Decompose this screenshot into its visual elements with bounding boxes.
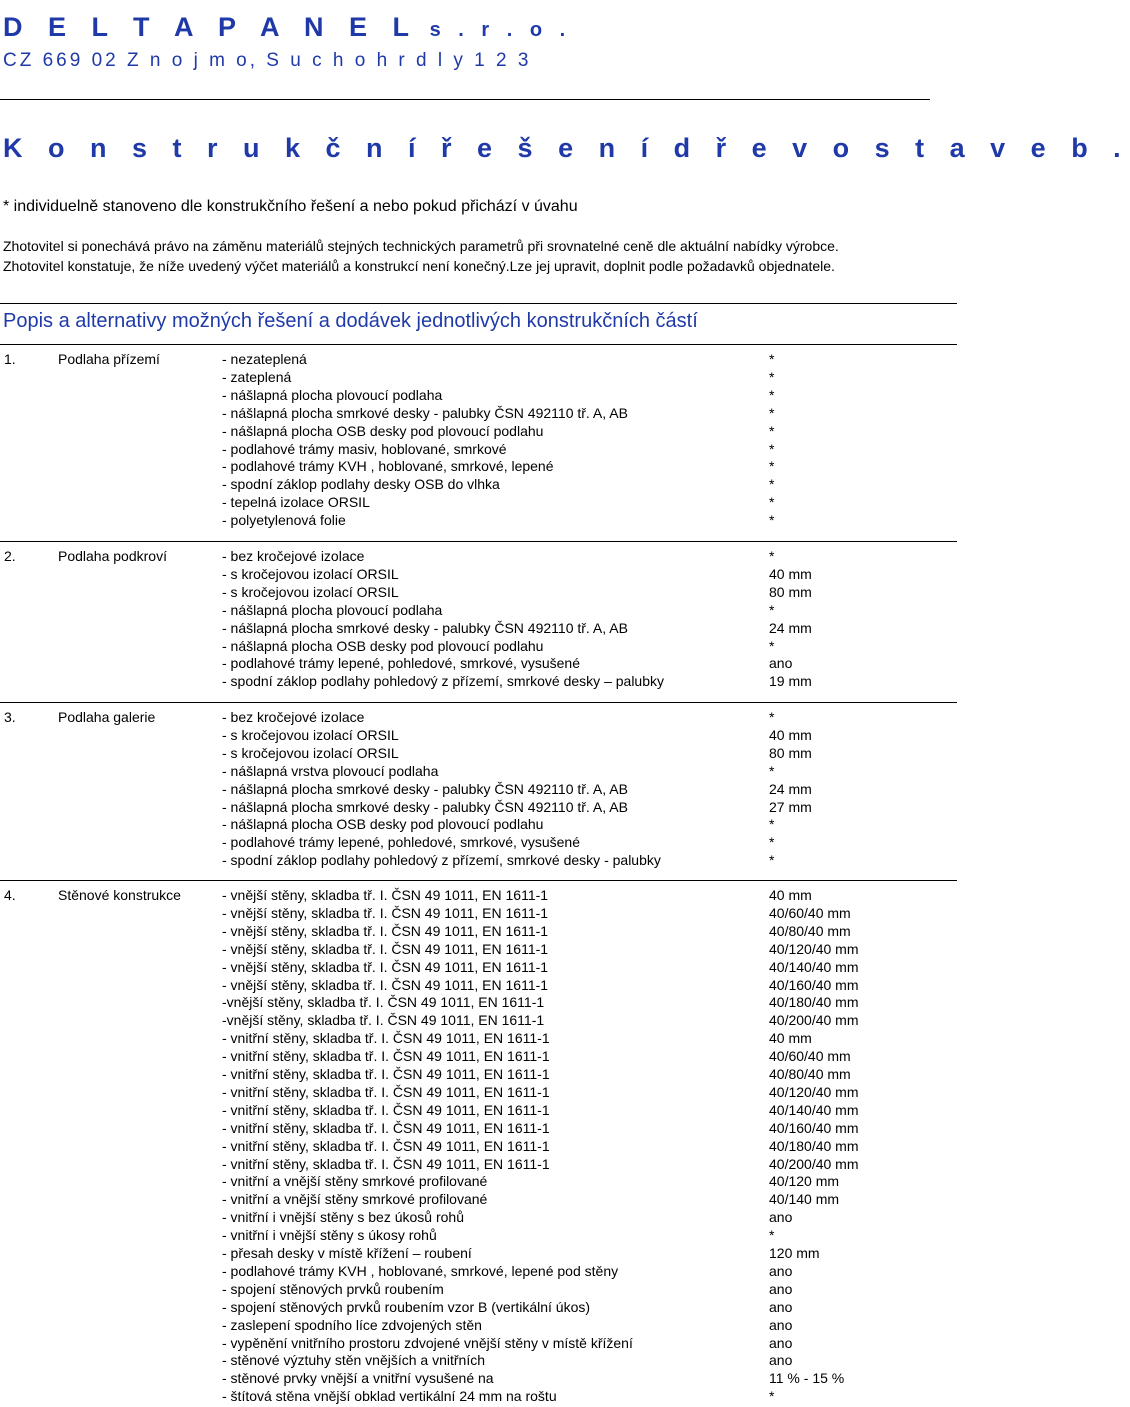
spec-value: 40/60/40 mm bbox=[769, 904, 851, 921]
spec-value: * bbox=[769, 386, 775, 403]
spec-description: - nášlapná vrstva plovoucí podlaha bbox=[222, 762, 439, 779]
spec-value: ano bbox=[769, 655, 793, 672]
spec-row bbox=[0, 1156, 960, 1174]
spec-value: ano bbox=[769, 1298, 793, 1315]
section-name: Podlaha přízemí bbox=[58, 351, 160, 367]
spec-description: - nášlapná plocha smrkové desky - palubky ČSN 492110 tř. A, AB bbox=[222, 619, 628, 636]
spec-value: ano bbox=[769, 1280, 793, 1297]
spec-row bbox=[0, 816, 960, 834]
spec-description: - bez kročejové izolace bbox=[222, 709, 365, 725]
spec-value: * bbox=[769, 458, 775, 475]
spec-description: - podlahové trámy KVH , hoblované, smrkové, lepené bbox=[222, 458, 554, 475]
spec-row bbox=[0, 1281, 960, 1299]
spec-description: - nášlapná plocha OSB desky pod plovoucí podlahu bbox=[222, 422, 544, 439]
spec-description: -vnější stěny, skladba tř. I. ČSN 49 1011, EN 1611-1 bbox=[222, 994, 545, 1011]
spec-row bbox=[0, 566, 960, 584]
section-number: 3. bbox=[4, 709, 16, 725]
spec-description: - polyetylenová folie bbox=[222, 512, 346, 529]
spec-value: 40/180/40 mm bbox=[769, 994, 859, 1011]
spec-value: 19 mm bbox=[769, 673, 812, 690]
spec-description: - vnitřní i vnější stěny s úkosy rohů bbox=[222, 1227, 437, 1244]
spec-row bbox=[0, 1388, 960, 1406]
spec-value: 40/80/40 mm bbox=[769, 922, 851, 939]
spec-row bbox=[0, 441, 960, 459]
section-name: Stěnové konstrukce bbox=[58, 887, 181, 903]
spec-description: - spodní záklop podlahy pohledový z přízemí, smrkové desky – palubky bbox=[222, 673, 665, 690]
spec-description: - vnitřní stěny, skladba tř. I. ČSN 49 1011, EN 1611-1 bbox=[222, 1101, 550, 1118]
spec-value: 40/140/40 mm bbox=[769, 958, 859, 975]
spec-row bbox=[0, 1370, 960, 1388]
spec-row bbox=[0, 1012, 960, 1030]
spec-value: * bbox=[769, 512, 775, 529]
spec-description: - podlahové trámy KVH , hoblované, smrkové, lepené pod stěny bbox=[222, 1262, 619, 1279]
spec-value: * bbox=[769, 709, 775, 725]
spec-row bbox=[0, 584, 960, 602]
spec-row bbox=[0, 405, 960, 423]
company-suffix: s . r . o . bbox=[418, 19, 572, 41]
spec-value: * bbox=[769, 816, 775, 833]
spec-description: - vnější stěny, skladba tř. I. ČSN 49 1011, EN 1611-1 bbox=[222, 976, 549, 993]
spec-row bbox=[0, 638, 960, 656]
spec-row bbox=[0, 351, 960, 369]
company-address: CZ 669 02 Z n o j m o, S u c h o h r d l y 1 2 3 bbox=[3, 50, 532, 71]
spec-row bbox=[0, 512, 960, 530]
spec-description: - spodní záklop podlahy desky OSB do vlhka bbox=[222, 476, 500, 493]
spec-description: - vnitřní i vnější stěny s bez úkosů rohů bbox=[222, 1209, 464, 1226]
spec-value: 40/200/40 mm bbox=[769, 1012, 859, 1029]
spec-row bbox=[0, 887, 960, 905]
spec-value: 40/60/40 mm bbox=[769, 1048, 851, 1065]
spec-value: ano bbox=[769, 1262, 793, 1279]
spec-value: * bbox=[769, 601, 775, 618]
asterisk-note: * individuelně stanoveno dle konstrukčního řešení a nebo pokud přichází v úvahu bbox=[3, 198, 578, 215]
spec-description: - spojení stěnových prvků roubením vzor B (vertikální úkos) bbox=[222, 1298, 591, 1315]
spec-value: * bbox=[769, 351, 775, 367]
spec-row bbox=[0, 620, 960, 638]
spec-description: - bez kročejové izolace bbox=[222, 548, 365, 564]
spec-row bbox=[0, 727, 960, 745]
spec-description: - vnější stěny, skladba tř. I. ČSN 49 1011, EN 1611-1 bbox=[222, 940, 549, 957]
spec-value: * bbox=[769, 404, 775, 421]
spec-value: * bbox=[769, 762, 775, 779]
spec-value: 40/120/40 mm bbox=[769, 1083, 859, 1100]
spec-description: - nášlapná plocha smrkové desky - palubky ČSN 492110 tř. A, AB bbox=[222, 798, 628, 815]
spec-row bbox=[0, 1245, 960, 1263]
spec-row bbox=[0, 852, 960, 870]
section-number: 1. bbox=[4, 351, 16, 367]
spec-description: -vnější stěny, skladba tř. I. ČSN 49 1011, EN 1611-1 bbox=[222, 1012, 545, 1029]
spec-description: - zateplená bbox=[222, 368, 292, 385]
spec-row bbox=[0, 1066, 960, 1084]
spec-description: - stěnové prvky vnější a vnitřní vysušené na bbox=[222, 1370, 494, 1387]
document-subtitle: K o n s t r u k č n í ř e š e n í d ř e v o s t a v e b . bbox=[3, 133, 1130, 163]
spec-value: 40/140/40 mm bbox=[769, 1101, 859, 1118]
spec-row bbox=[0, 763, 960, 781]
spec-value: * bbox=[769, 494, 775, 511]
spec-description: - s kročejovou izolací ORSIL bbox=[222, 726, 399, 743]
section-title-rule-top bbox=[0, 303, 957, 304]
spec-row bbox=[0, 905, 960, 923]
spec-description: - nášlapná plocha plovoucí podlaha bbox=[222, 386, 443, 403]
spec-row bbox=[0, 1173, 960, 1191]
spec-row bbox=[0, 458, 960, 476]
spec-value: * bbox=[769, 637, 775, 654]
spec-value: 11 % - 15 % bbox=[769, 1370, 845, 1387]
spec-row bbox=[0, 834, 960, 852]
company-name bbox=[3, 12, 571, 43]
spec-value: * bbox=[769, 1388, 775, 1405]
spec-row bbox=[0, 1317, 960, 1335]
spec-value: * bbox=[769, 476, 775, 493]
spec-value: * bbox=[769, 1227, 775, 1244]
company-name-text: D E L T A P A N E L bbox=[3, 12, 419, 42]
spec-value: 40 mm bbox=[769, 726, 812, 743]
spec-value: * bbox=[769, 440, 775, 457]
spec-row bbox=[0, 655, 960, 673]
spec-description: - vnitřní stěny, skladba tř. I. ČSN 49 1011, EN 1611-1 bbox=[222, 1083, 550, 1100]
spec-row bbox=[0, 709, 960, 727]
spec-value: 40/160/40 mm bbox=[769, 1119, 859, 1136]
spec-description: - vnitřní stěny, skladba tř. I. ČSN 49 1011, EN 1611-1 bbox=[222, 1137, 550, 1154]
spec-row bbox=[0, 1352, 960, 1370]
spec-row bbox=[0, 1102, 960, 1120]
disclaimer-line-2: Zhotovitel konstatuje, že níže uvedený výčet materiálů a konstrukcí není konečný.Lze jej upravit, doplnit podle požadavků objednatele. bbox=[3, 258, 835, 274]
spec-description: - nášlapná plocha OSB desky pod plovoucí podlahu bbox=[222, 637, 544, 654]
spec-row bbox=[0, 548, 960, 566]
spec-value: 40 mm bbox=[769, 565, 812, 582]
spec-value: 40 mm bbox=[769, 1030, 812, 1047]
spec-value: 40/180/40 mm bbox=[769, 1137, 859, 1154]
spec-value: * bbox=[769, 368, 775, 385]
section-name: Podlaha podkroví bbox=[58, 548, 167, 564]
spec-row bbox=[0, 602, 960, 620]
spec-description: - vnitřní a vnější stěny smrkové profilované bbox=[222, 1191, 488, 1208]
spec-row bbox=[0, 781, 960, 799]
spec-description: - vnitřní a vnější stěny smrkové profilované bbox=[222, 1173, 488, 1190]
spec-row bbox=[0, 1263, 960, 1281]
section-divider bbox=[0, 541, 957, 542]
spec-row bbox=[0, 1227, 960, 1245]
header-divider bbox=[0, 99, 930, 100]
section-title: Popis a alternativy možných řešení a dodávek jednotlivých konstrukčních částí bbox=[3, 310, 698, 332]
spec-value: 27 mm bbox=[769, 798, 812, 815]
spec-description: - štítová stěna vnější obklad vertikální 24 mm na roštu bbox=[222, 1388, 557, 1405]
spec-description: - vnitřní stěny, skladba tř. I. ČSN 49 1011, EN 1611-1 bbox=[222, 1155, 550, 1172]
spec-description: - spojení stěnových prvků roubením bbox=[222, 1280, 444, 1297]
spec-value: 40/120/40 mm bbox=[769, 940, 859, 957]
spec-row bbox=[0, 1120, 960, 1138]
spec-row bbox=[0, 799, 960, 817]
spec-description: - podlahové trámy masiv, hoblované, smrkové bbox=[222, 440, 507, 457]
spec-value: 40/160/40 mm bbox=[769, 976, 859, 993]
spec-row bbox=[0, 977, 960, 995]
spec-row bbox=[0, 1138, 960, 1156]
spec-description: - tepelná izolace ORSIL bbox=[222, 494, 370, 511]
spec-description: - nezateplená bbox=[222, 351, 307, 367]
spec-row bbox=[0, 1048, 960, 1066]
spec-value: 40/140 mm bbox=[769, 1191, 840, 1208]
spec-value: * bbox=[769, 834, 775, 851]
spec-value: 40 mm bbox=[769, 887, 812, 903]
spec-description: - zaslepení spodního líce zdvojených stěn bbox=[222, 1316, 482, 1333]
section-number: 2. bbox=[4, 548, 16, 564]
spec-value: 24 mm bbox=[769, 619, 812, 636]
spec-description: - vnější stěny, skladba tř. I. ČSN 49 1011, EN 1611-1 bbox=[222, 887, 549, 903]
spec-description: - vnitřní stěny, skladba tř. I. ČSN 49 1011, EN 1611-1 bbox=[222, 1066, 550, 1082]
section-divider bbox=[0, 344, 957, 345]
disclaimer-line-1: Zhotovitel si ponechává právo na záměnu materiálů stejných technických parametrů při srovnatelné ceně dle aktuální nabídky výrobce. bbox=[3, 238, 839, 254]
spec-value: 80 mm bbox=[769, 744, 812, 761]
spec-row bbox=[0, 1209, 960, 1227]
spec-value: ano bbox=[769, 1316, 793, 1333]
spec-description: - s kročejovou izolací ORSIL bbox=[222, 565, 399, 582]
spec-description: - s kročejovou izolací ORSIL bbox=[222, 583, 399, 600]
spec-value: 80 mm bbox=[769, 583, 812, 600]
spec-description: - podlahové trámy lepené, pohledové, smrkové, vysušené bbox=[222, 834, 580, 851]
spec-description: - nášlapná plocha smrkové desky - palubky ČSN 492110 tř. A, AB bbox=[222, 404, 628, 421]
spec-description: - podlahové trámy lepené, pohledové, smrkové, vysušené bbox=[222, 655, 580, 672]
spec-row bbox=[0, 673, 960, 691]
spec-description: - vnitřní stěny, skladba tř. I. ČSN 49 1011, EN 1611-1 bbox=[222, 1119, 550, 1136]
spec-row bbox=[0, 387, 960, 405]
section-number: 4. bbox=[4, 887, 16, 903]
spec-value: ano bbox=[769, 1334, 793, 1351]
spec-row bbox=[0, 941, 960, 959]
spec-value: * bbox=[769, 422, 775, 439]
spec-row bbox=[0, 1335, 960, 1353]
spec-description: - spodní záklop podlahy pohledový z přízemí, smrkové desky - palubky bbox=[222, 852, 661, 869]
spec-value: * bbox=[769, 548, 775, 564]
spec-row bbox=[0, 959, 960, 977]
spec-row bbox=[0, 476, 960, 494]
spec-value: 120 mm bbox=[769, 1245, 820, 1261]
spec-row bbox=[0, 745, 960, 763]
spec-description: - vypěnění vnitřního prostoru zdvojené vnější stěny v místě křížení bbox=[222, 1334, 633, 1351]
spec-description: - vnější stěny, skladba tř. I. ČSN 49 1011, EN 1611-1 bbox=[222, 904, 549, 921]
section-name: Podlaha galerie bbox=[58, 709, 156, 725]
spec-value: 40/200/40 mm bbox=[769, 1155, 859, 1172]
spec-value: 24 mm bbox=[769, 780, 812, 797]
spec-description: - nášlapná plocha plovoucí podlaha bbox=[222, 601, 443, 618]
spec-value: * bbox=[769, 852, 775, 869]
spec-description: - přesah desky v místě křížení – roubení bbox=[222, 1245, 472, 1261]
section-divider bbox=[0, 702, 957, 703]
spec-row bbox=[0, 1084, 960, 1102]
spec-description: - vnější stěny, skladba tř. I. ČSN 49 1011, EN 1611-1 bbox=[222, 958, 549, 975]
spec-row bbox=[0, 1299, 960, 1317]
spec-description: - vnější stěny, skladba tř. I. ČSN 49 1011, EN 1611-1 bbox=[222, 922, 549, 939]
spec-row bbox=[0, 423, 960, 441]
spec-value: ano bbox=[769, 1209, 793, 1226]
spec-description: - nášlapná plocha smrkové desky - palubky ČSN 492110 tř. A, AB bbox=[222, 780, 628, 797]
spec-description: - nášlapná plocha OSB desky pod plovoucí podlahu bbox=[222, 816, 544, 833]
section-divider bbox=[0, 880, 957, 881]
spec-row bbox=[0, 1191, 960, 1209]
spec-description: - vnitřní stěny, skladba tř. I. ČSN 49 1011, EN 1611-1 bbox=[222, 1030, 550, 1047]
spec-row bbox=[0, 994, 960, 1012]
spec-row bbox=[0, 369, 960, 387]
spec-description: - s kročejovou izolací ORSIL bbox=[222, 744, 399, 761]
spec-value: ano bbox=[769, 1352, 793, 1369]
spec-value: 40/120 mm bbox=[769, 1173, 840, 1190]
spec-description: - vnitřní stěny, skladba tř. I. ČSN 49 1011, EN 1611-1 bbox=[222, 1048, 550, 1065]
spec-description: - stěnové výztuhy stěn vnějších a vnitřních bbox=[222, 1352, 486, 1369]
spec-row bbox=[0, 923, 960, 941]
spec-row bbox=[0, 1030, 960, 1048]
spec-value: 40/80/40 mm bbox=[769, 1066, 851, 1082]
spec-row bbox=[0, 494, 960, 512]
